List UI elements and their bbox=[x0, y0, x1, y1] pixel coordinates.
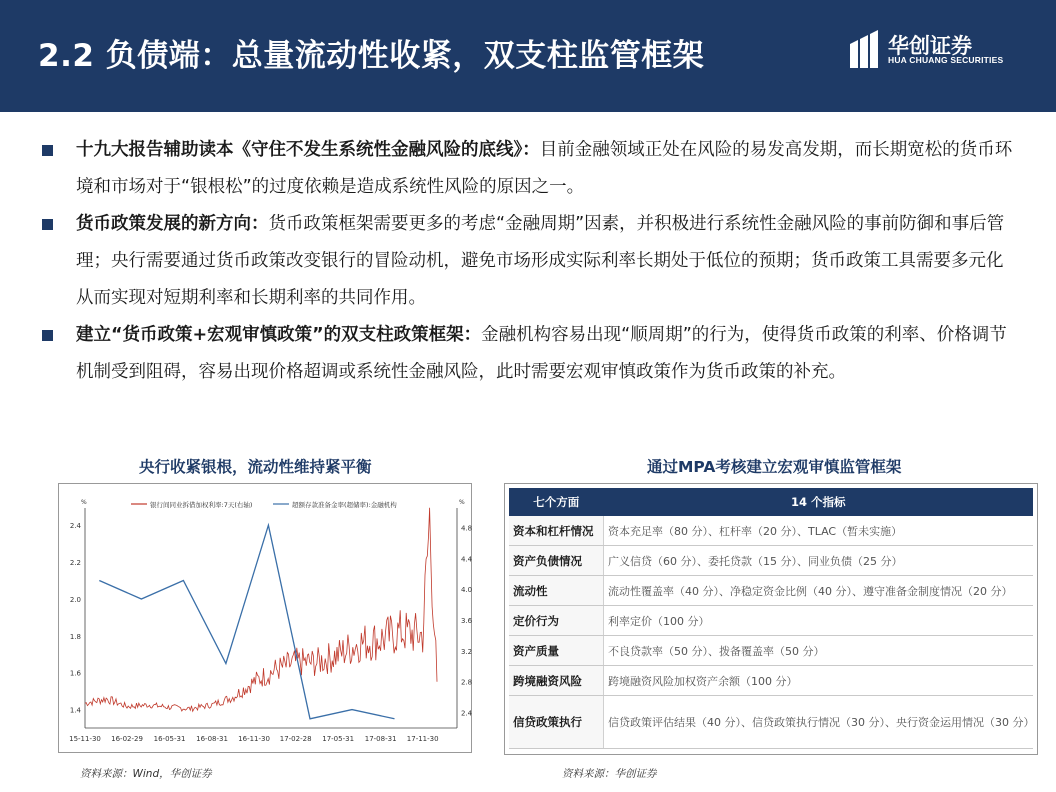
table-row bbox=[509, 696, 1033, 749]
legend-label-reserve: 超额存款准备金率(超储率):金融机构 bbox=[292, 501, 397, 509]
right-tick-label: 2.8 bbox=[461, 678, 473, 687]
right-source-note: 资料来源：华创证券 bbox=[562, 768, 657, 780]
bullet-text: 目前金融领域正处在风险的易发高发期，而长期宽松的货币环境和市场对于“银根松”的过度依赖是造成系统性风险的原因之一。 bbox=[76, 140, 1013, 197]
bullet-sep: ： bbox=[463, 325, 482, 345]
right-tick-label: 4.8 bbox=[461, 524, 473, 533]
row-indicators: 资本充足率（80 分）、杠杆率（20 分）、TLAC（暂未实施） bbox=[604, 516, 1034, 546]
row-indicators: 利率定价（100 分） bbox=[604, 606, 1034, 636]
right-axis-unit: % bbox=[459, 499, 465, 506]
legend-label-rate: 银行间同业拆借加权利率:7天(右轴) bbox=[150, 501, 253, 509]
table-header-aspects: 七个方面 bbox=[509, 488, 604, 516]
mpa-table-container bbox=[504, 483, 1038, 755]
row-indicators: 流动性覆盖率（40 分）、净稳定资金比例（40 分）、遵守准备金制度情况（20 分） bbox=[604, 576, 1034, 606]
right-tick-label: 4.4 bbox=[461, 555, 473, 564]
bullet-text: 金融机构容易出现“顺周期”的行为，使得货币政策的利率、价格调节机制受到阻碍，容易出现价格超调或系统性金融风险，此时需要宏观审慎政策作为货币政策的补充。 bbox=[76, 325, 1007, 382]
row-aspect: 定价行为 bbox=[509, 606, 604, 636]
row-aspect: 资本和杠杆情况 bbox=[509, 516, 604, 546]
left-tick-label: 1.8 bbox=[69, 632, 81, 641]
bullet-square-icon bbox=[42, 219, 53, 230]
row-aspect: 跨境融资风险 bbox=[509, 666, 604, 696]
left-chart-caption: 央行收紧银根，流动性维持紧平衡 bbox=[139, 458, 372, 476]
bullet-list bbox=[40, 132, 1020, 391]
left-tick-label: 2.0 bbox=[69, 595, 81, 604]
bullet-sep: ： bbox=[251, 214, 269, 234]
bullet-lead: 建立“货币政策+宏观审慎政策”的双支柱政策框架 bbox=[76, 325, 464, 345]
right-tick-label: 2.4 bbox=[461, 709, 473, 718]
right-tick-label: 4.0 bbox=[461, 586, 473, 595]
table-row bbox=[509, 516, 1033, 546]
series-line-reserve bbox=[99, 525, 394, 719]
x-tick-label: 16-08-31 bbox=[196, 735, 228, 743]
left-tick-label: 2.4 bbox=[69, 522, 81, 531]
x-tick-label: 17-11-30 bbox=[406, 735, 439, 743]
bullet-text: 货币政策框架需要更多的考虑“金融周期”因素，并积极进行系统性金融风险的事前防御和事后管理；央行需要通过货币政策改变银行的冒险动机，避免市场形成实际利率长期处于低位的预期；货币政策工具需要多元化从而实现对短期利率和长期利率的共同作用。 bbox=[76, 214, 1005, 308]
table-row bbox=[509, 546, 1033, 576]
row-indicators: 信贷政策评估结果（40 分）、信贷政策执行情况（30 分）、央行资金运用情况（30 分） bbox=[604, 696, 1034, 749]
table-header-indicators: 14 个指标 bbox=[604, 488, 1034, 516]
row-indicators: 不良贷款率（50 分）、拨备覆盖率（50 分） bbox=[604, 636, 1034, 666]
bullet-item bbox=[40, 132, 1020, 206]
row-aspect: 资产质量 bbox=[509, 636, 604, 666]
bullet-sep: ： bbox=[522, 140, 540, 160]
x-tick-label: 16-05-31 bbox=[153, 735, 186, 743]
table-header-row bbox=[509, 488, 1033, 516]
left-tick-label: 1.6 bbox=[69, 669, 81, 678]
right-tick-label: 3.2 bbox=[461, 647, 473, 656]
table-row bbox=[509, 636, 1033, 666]
right-tick-label: 3.6 bbox=[461, 617, 473, 626]
table-row bbox=[509, 666, 1033, 696]
logo-text: 华创证券 bbox=[888, 34, 972, 58]
row-aspect: 资产负债情况 bbox=[509, 546, 604, 576]
left-tick-label: 1.4 bbox=[69, 706, 81, 715]
bullet-lead: 货币政策发展的新方向 bbox=[76, 214, 251, 234]
x-tick-label: 15-11-30 bbox=[69, 735, 101, 743]
bullet-square-icon bbox=[42, 330, 53, 341]
logo bbox=[846, 30, 1036, 70]
logo-icon bbox=[846, 30, 882, 70]
row-aspect: 信贷政策执行 bbox=[509, 696, 604, 749]
x-tick-label: 17-02-28 bbox=[279, 735, 312, 743]
x-tick-label: 16-11-30 bbox=[238, 735, 270, 743]
page-title: 2.2 负债端：总量流动性收紧，双支柱监管框架 bbox=[38, 38, 705, 74]
left-source-note: 资料来源：Wind，华创证券 bbox=[80, 768, 212, 780]
header-bar bbox=[0, 0, 1056, 112]
left-tick-label: 2.2 bbox=[69, 559, 81, 568]
row-aspect: 流动性 bbox=[509, 576, 604, 606]
series-line-rate bbox=[85, 508, 437, 712]
left-axis-unit: % bbox=[81, 499, 87, 506]
x-tick-label: 17-05-31 bbox=[322, 735, 355, 743]
row-indicators: 跨境融资风险加权资产余额（100 分） bbox=[604, 666, 1034, 696]
mpa-table bbox=[509, 488, 1033, 749]
x-tick-label: 17-08-31 bbox=[364, 735, 397, 743]
liquidity-chart bbox=[58, 483, 472, 753]
table-row bbox=[509, 576, 1033, 606]
logo-subtext: HUA CHUANG SECURITIES bbox=[888, 55, 1004, 65]
bullet-lead: 十九大报告辅助读本《守住不发生系统性金融风险的底线》 bbox=[76, 140, 523, 160]
bullet-item bbox=[40, 206, 1020, 317]
table-row bbox=[509, 606, 1033, 636]
right-table-caption: 通过MPA考核建立宏观审慎监管框架 bbox=[647, 458, 902, 476]
bullet-square-icon bbox=[42, 145, 53, 156]
x-tick-label: 16-02-29 bbox=[111, 735, 143, 743]
row-indicators: 广义信贷（60 分）、委托贷款（15 分）、同业负债（25 分） bbox=[604, 546, 1034, 576]
bullet-item bbox=[40, 317, 1020, 391]
chart-svg bbox=[59, 484, 471, 752]
